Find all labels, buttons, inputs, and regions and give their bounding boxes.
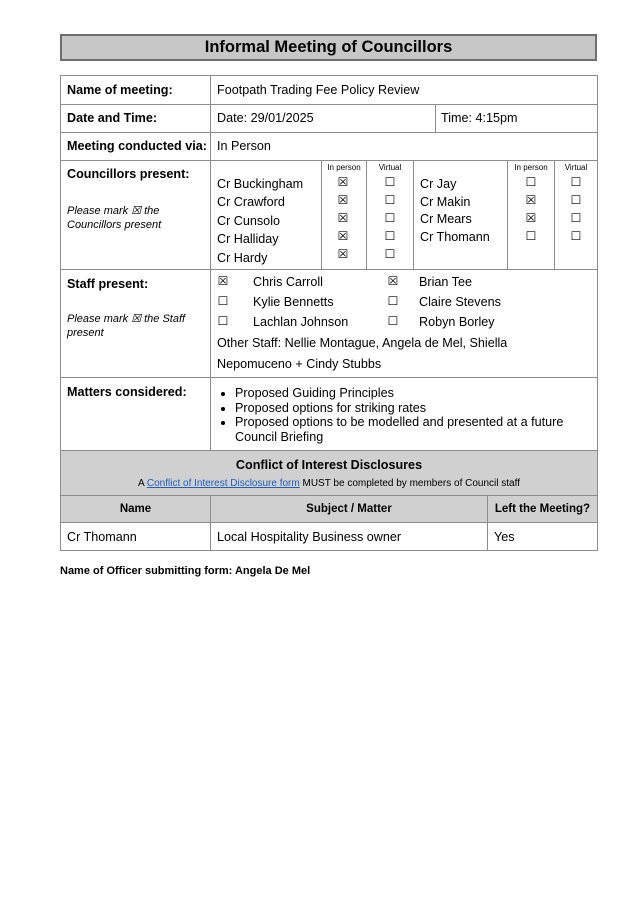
in-person-checkbox[interactable]: ☒ [525,211,537,225]
cell-divider [366,160,367,269]
conducted-via-label: Meeting conducted via: [67,139,207,153]
conflict-heading: Conflict of Interest Disclosures [235,458,423,472]
virtual-checkbox[interactable]: ☐ [570,175,582,189]
conflict-left-meeting: Yes [494,530,515,544]
virtual-checkbox[interactable]: ☐ [384,175,396,189]
matters-label: Matters considered: [67,385,187,399]
cell-divider [321,160,322,269]
date-time-label: Date and Time: [67,111,158,125]
conducted-via-value: In Person [217,139,271,153]
staff-label: Staff present: [67,277,149,291]
virtual-checkbox[interactable]: ☐ [570,229,582,243]
conflict-note-prefix: A [137,478,147,489]
row-line [60,160,598,161]
councillor-name: Cr Halliday [217,232,279,246]
row-line [60,377,598,378]
staff-name: Brian Tee [419,275,472,289]
officer-submitting: Name of Officer submitting form: Angela De Mel [60,565,311,577]
col-virtual-header: Virtual [564,163,588,172]
col-name-header: Name [119,503,152,515]
conflict-note [61,478,597,489]
conflict-name: Cr Thomann [67,530,137,544]
virtual-checkbox[interactable]: ☐ [570,211,582,225]
councillor-name: Cr Hardy [217,251,268,265]
virtual-checkbox[interactable]: ☐ [570,193,582,207]
col-left-meeting-header: Left the Meeting? [494,503,591,515]
conflict-form-link[interactable]: Conflict of Interest Disclosure form [146,478,300,489]
matters-list [213,386,585,444]
staff-checkbox[interactable]: ☐ [217,294,229,308]
in-person-checkbox[interactable]: ☐ [525,229,537,243]
in-person-checkbox[interactable]: ☒ [337,193,349,207]
staff-name: Claire Stevens [419,295,501,309]
in-person-checkbox[interactable]: ☐ [525,175,537,189]
councillor-name: Cr Buckingham [217,177,304,191]
cell-divider [554,160,555,269]
time-value: Time: 4:15pm [441,111,518,125]
conflict-subject: Local Hospitality Business owner [217,530,402,544]
councillor-name: Cr Thomann [420,230,490,244]
date-value: Date: 29/01/2025 [217,111,314,125]
col-in-person-header: In person [514,163,548,172]
in-person-checkbox[interactable]: ☒ [525,193,537,207]
col-subject-header: Subject / Matter [306,503,392,515]
other-staff-line: Nepomuceno + Cindy Stubbs [217,357,382,371]
table-border-right [597,75,598,551]
councillor-name: Cr Jay [420,177,457,191]
list-item: • Proposed Guiding Principles [235,386,585,401]
staff-name: Chris Carroll [253,275,323,289]
staff-checkbox[interactable]: ☒ [217,274,229,288]
row-line [60,132,598,133]
list-item: • Proposed options to be modelled and presented at a future Council Briefing [235,415,585,444]
staff-checkbox[interactable]: ☒ [387,274,399,288]
staff-checkbox[interactable]: ☐ [217,314,229,328]
row-line [60,522,598,523]
row-line [60,104,598,105]
page-title: Informal Meeting of Councillors [60,34,597,61]
col-virtual-header: Virtual [378,163,402,172]
virtual-checkbox[interactable]: ☐ [384,229,396,243]
conflict-note-suffix: MUST be completed by members of Council staff [299,478,520,489]
virtual-checkbox[interactable]: ☐ [384,247,396,261]
cell-divider [435,104,436,132]
list-item: • Proposed options for striking rates [235,401,585,416]
virtual-checkbox[interactable]: ☐ [384,193,396,207]
councillor-name: Cr Makin [420,195,471,209]
staff-name: Lachlan Johnson [253,315,349,329]
row-line [60,75,598,76]
in-person-checkbox[interactable]: ☒ [337,247,349,261]
staff-checkbox[interactable]: ☐ [387,294,399,308]
staff-checkbox[interactable]: ☐ [387,314,399,328]
cell-divider [507,160,508,269]
councillor-name: Cr Crawford [217,195,285,209]
in-person-checkbox[interactable]: ☒ [337,211,349,225]
in-person-checkbox[interactable]: ☒ [337,175,349,189]
virtual-checkbox[interactable]: ☐ [384,211,396,225]
staff-name: Kylie Bennetts [253,295,334,309]
councillor-name: Cr Cunsolo [217,214,280,228]
in-person-checkbox[interactable]: ☒ [337,229,349,243]
meeting-name-value: Footpath Trading Fee Policy Review [217,83,420,97]
councillor-name: Cr Mears [420,212,472,226]
councillors-hint: Please mark ☒ the Councillors present [67,205,162,231]
col-in-person-header: In person [327,163,361,172]
row-line [60,269,598,270]
staff-hint: Please mark ☒ the Staff present [67,313,186,339]
meeting-name-label: Name of meeting: [67,83,173,97]
other-staff-line: Other Staff: Nellie Montague, Angela de Mel, Shiella [217,336,508,350]
row-line [60,550,598,551]
councillors-label: Councillors present: [67,167,190,181]
cell-divider [413,160,414,269]
staff-name: Robyn Borley [419,315,495,329]
